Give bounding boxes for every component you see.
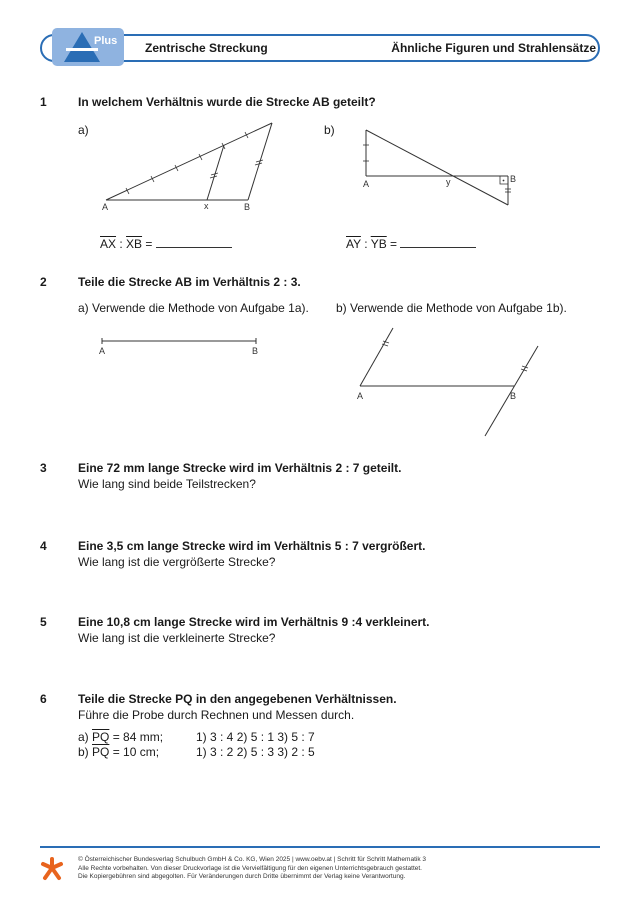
footer-divider bbox=[40, 846, 600, 848]
task1-number: 1 bbox=[40, 95, 47, 109]
fig1b-label-b: B bbox=[510, 174, 517, 184]
task3-number: 3 bbox=[40, 461, 47, 475]
task1-title: In welchem Verhältnis wurde die Strecke AB geteilt? bbox=[78, 95, 376, 109]
header-topic: Zentrische Streckung bbox=[145, 41, 268, 55]
fig2a-label-b: B bbox=[252, 346, 259, 356]
header-chapter: Ähnliche Figuren und Strahlensätze bbox=[391, 41, 596, 55]
task2-number: 2 bbox=[40, 275, 47, 289]
fig2a-label-a: A bbox=[99, 346, 106, 356]
task1-part-a: a) bbox=[78, 123, 89, 137]
task6-number: 6 bbox=[40, 692, 47, 706]
task6-ratios-a: 1) 3 : 4 2) 5 : 1 3) 5 : 7 bbox=[196, 730, 315, 744]
footer-copyright: © Österreichischer Bundesverlag Schulbuch GmbH & Co. KG, Wien 2025 | www.oebv.at | Schritt für Schritt Mathematik 3 Alle Rechte vorbehalten. Von dieser Druckvorlage ist die Vervielfältigung für den eigenen Unterrichtsgebrauch gestattet. Die Kopiergebühren sind abgegolten. Für Veränderungen durch Dritte übernimmt der Verlag keine Verantwortung. bbox=[78, 856, 426, 880]
task6-title: Teile die Strecke PQ in den angegebenen Verhältnissen. bbox=[78, 692, 397, 706]
logo-text: Plus bbox=[94, 35, 118, 47]
task1-answer-a: $\overline{AX}$ : $\overline{XB}$ = bbox=[100, 236, 232, 252]
task1-answer-b: $\overline{AY}$ : $\overline{YB}$ = bbox=[346, 236, 476, 252]
fig1a-label-a: A bbox=[102, 202, 109, 212]
task4-question: Wie lang ist die vergrößerte Strecke? bbox=[78, 555, 276, 569]
task2-title: Teile die Strecke AB im Verhältnis 2 : 3. bbox=[78, 275, 301, 289]
task4-title: Eine 3,5 cm lange Strecke wird im Verhältnis 5 : 7 vergrößert. bbox=[78, 539, 426, 553]
task6-row-a: a) $\overline{PQ} = 84$ mm; bbox=[78, 730, 164, 744]
fig1b-label-y: y bbox=[446, 177, 451, 187]
task1-part-b: b) bbox=[324, 123, 335, 137]
fig2b-label-b: B bbox=[510, 391, 517, 401]
task2-part-b: b) Verwende die Methode von Aufgabe 1b). bbox=[336, 301, 567, 315]
task6-row-b: b) $\overline{PQ} = 10$ cm; bbox=[78, 745, 160, 759]
task4-number: 4 bbox=[40, 539, 47, 553]
task5-number: 5 bbox=[40, 615, 47, 629]
task3-question: Wie lang sind beide Teilstrecken? bbox=[78, 477, 256, 491]
task5-title: Eine 10,8 cm lange Strecke wird im Verhältnis 9 :4 verkleinert. bbox=[78, 615, 430, 629]
fig2b-label-a: A bbox=[357, 391, 364, 401]
task6-instruction: Führe die Probe durch Rechnen und Messen durch. bbox=[78, 708, 355, 722]
fig1b-label-a: A bbox=[363, 179, 370, 189]
task6-ratios-b: 1) 3 : 2 2) 5 : 3 3) 2 : 5 bbox=[196, 745, 315, 759]
fig1a-label-x: x bbox=[204, 201, 209, 211]
task3-title: Eine 72 mm lange Strecke wird im Verhältnis 2 : 7 geteilt. bbox=[78, 461, 402, 475]
publisher-logo-icon bbox=[40, 856, 64, 882]
fig1a-label-b: B bbox=[244, 202, 251, 212]
task5-question: Wie lang ist die verkleinerte Strecke? bbox=[78, 631, 276, 645]
task2-part-a: a) Verwende die Methode von Aufgabe 1a). bbox=[78, 301, 309, 315]
